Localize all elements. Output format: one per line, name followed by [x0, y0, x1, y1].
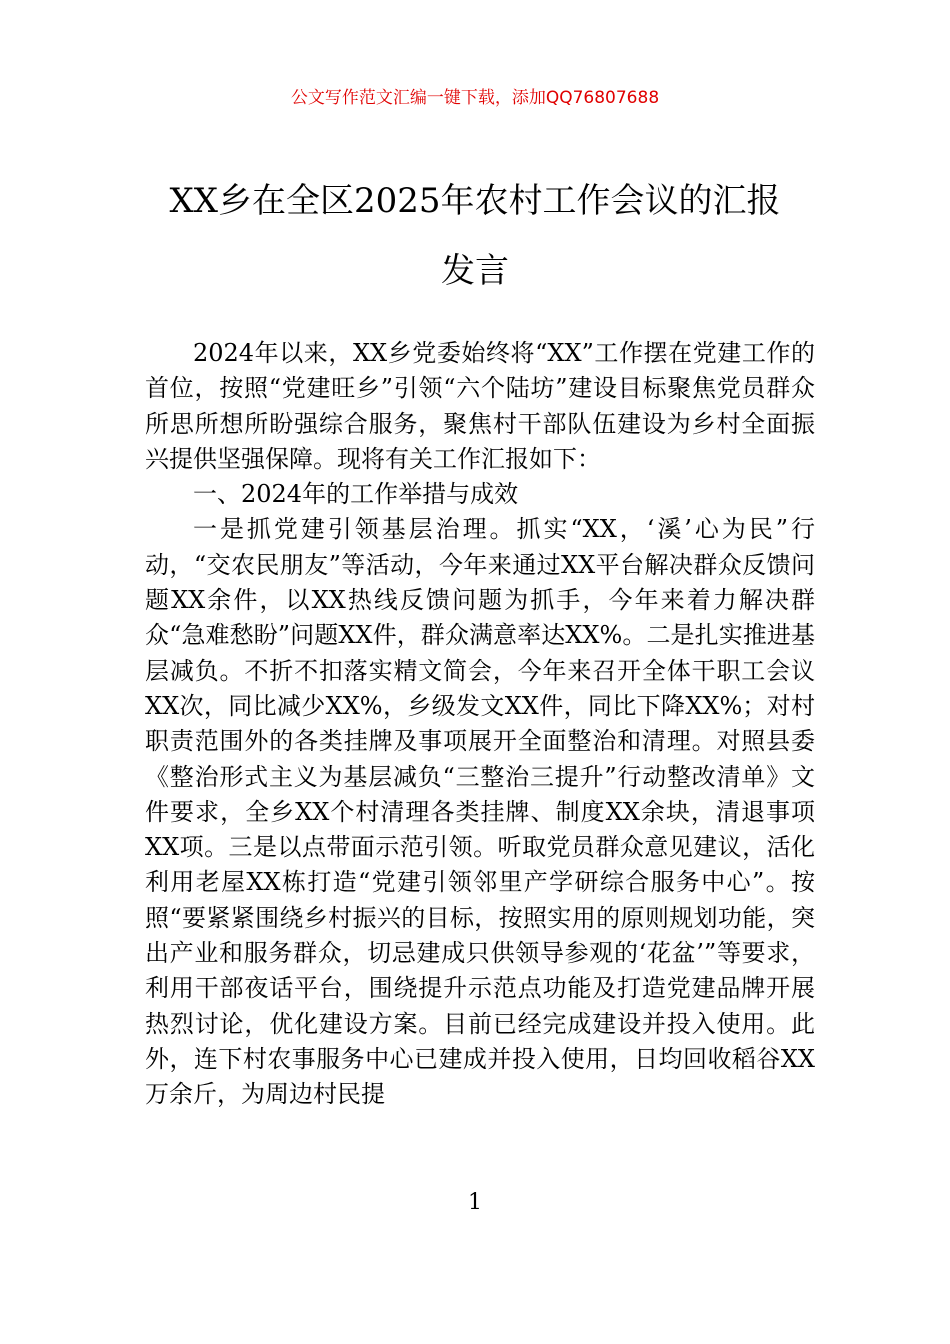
download-notice: 公文写作范文汇编一键下载，添加QQ76807688 — [290, 88, 660, 108]
measures-paragraph: 一是抓党建引领基层治理。抓实“XX，‘溪’心为民”行动，“交农民朋友”等活动，今年来通过XX平台解决群众反馈问题XX余件，以XX热线反馈问题为抓手，今年来着力解决群众“急难愁盼”问题XX件，群众满意率达XX%。二是扎实推进基层减负。不折不扣落实精文简会，今年来召开全体干职工会议XX次，同比减少XX%，乡级发文XX件，同比下降XX%；对村职责范围外的各类挂牌及事项展开全面整治和清理。对照县委《整治形式主义为基层减负“三整治三提升”行动整改清单》文件要求，全乡XX个村清理各类挂牌、制度XX余块，清退事项XX项。三是以点带面示范引领。听取党员群众意见建议，活化利用老屋XX栋打造“党建引领邻里产学研综合服务中心”。按照“要紧紧围绕乡村振兴的目标，按照实用的原则规划功能，突出产业和服务群众，切忌建成只供领导参观的‘花盆’”等要求，利用干部夜话平台，围绕提升示范点功能及打造党建品牌开展热烈讨论，优化建设方案。目前已经完成建设并投入使用。此外，连下村农事服务中心已建成并投入使用，日均回收稻谷XX万余斤，为周边村民提 — [145, 515, 815, 1109]
document-title — [100, 166, 850, 306]
intro-paragraph: 2024年以来，XX乡党委始终将“XX”工作摆在党建工作的首位，按照“党建旺乡”引领“六个陆坊”建设目标聚焦党员群众所思所想所盼强综合服务，聚焦村干部队伍建设为乡村全面振兴提供坚强保障。现将有关工作汇报如下： — [145, 339, 815, 473]
title-line-2: 发言 — [441, 251, 509, 291]
title-line-1: XX乡在全区2025年农村工作会议的汇报 — [169, 181, 781, 221]
section-heading: 一、2024年的工作举措与成效 — [193, 480, 519, 509]
document-body — [145, 336, 815, 1113]
page-number: 1 — [468, 1190, 482, 1215]
